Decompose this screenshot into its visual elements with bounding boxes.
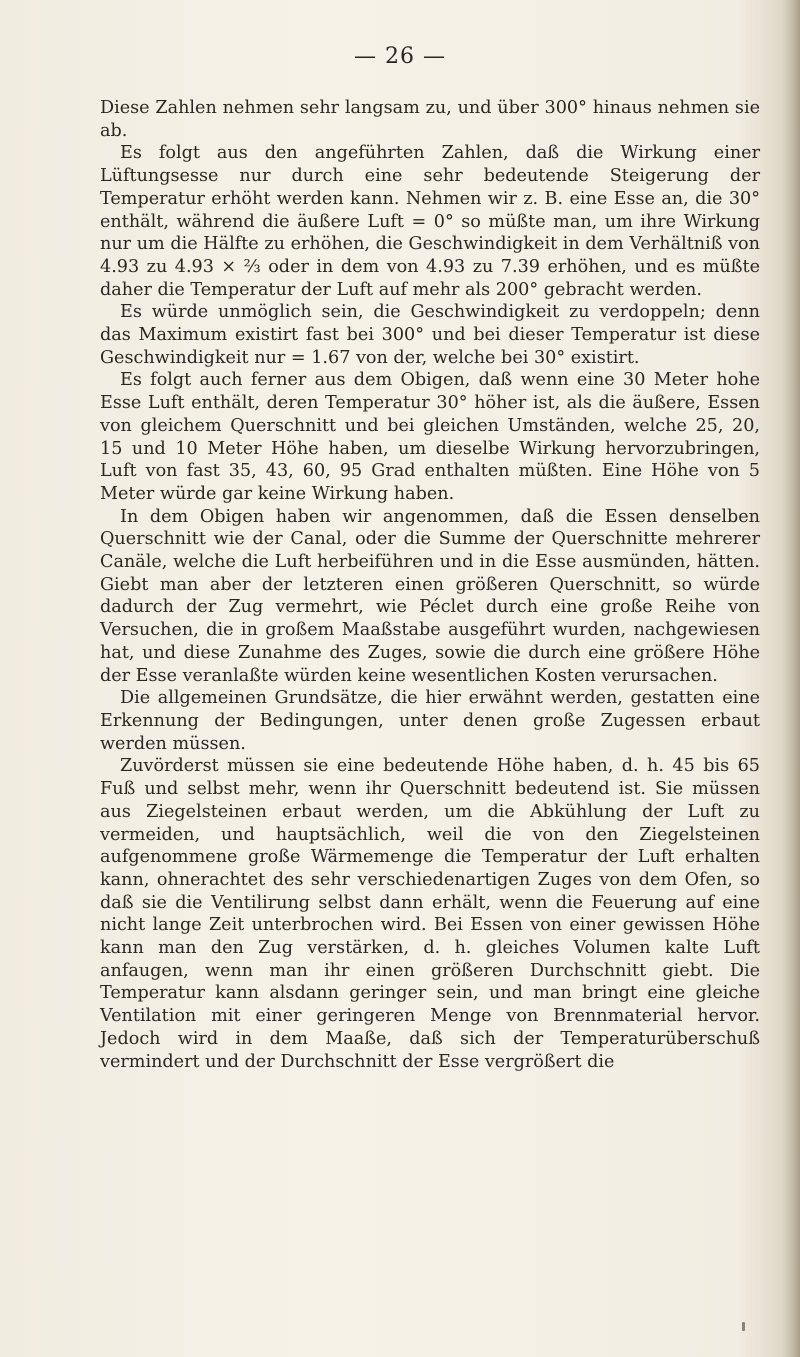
page-edge-shadow [782, 0, 800, 1357]
paragraph-3: Es würde unmöglich sein, die Geschwindigkeit zu verdoppeln; denn das Maximum existirt fast bei 300° und bei dieser Temperatur ist diese Geschwindigkeit nur = 1.67 von der, welche bei 30° existirt. [100, 302, 760, 368]
paragraph-7: Zuvörderst müssen sie eine bedeutende Höhe haben, d. h. 45 bis 65 Fuß und selbst mehr, wenn ihr Querschnitt bedeutend ist. Sie müssen aus Ziegelsteinen erbaut werden, um die Abkühlung der Luft zu vermeiden, und hauptsächlich, weil die von den Ziegelsteinen aufgenommene große Wärmemenge die Temperatur der Luft erhalten kann, ohnerachtet des sehr verschiedenartigen Zuges von dem Ofen, so daß sie die Ventilirung selbst dann erhält, wenn die Feuerung auf eine nicht lange Zeit unterbrochen wird. Bei Essen von einer gewissen Höhe kann man den Zug verstärken, d. h. gleiches Volumen kalte Luft anfaugen, wenn man ihr einen größeren Durchschnitt giebt. Die Temperatur kann alsdann geringer sein, und man bringt eine gleiche Ventilation mit einer geringeren Menge von Brennmaterial hervor. Jedoch wird in dem Maaße, daß sich der Temperaturüberschuß vermindert und der Durchschnitt der Esse vergrößert die [100, 756, 760, 1072]
body-text [100, 97, 760, 1073]
paragraph-1: Diese Zahlen nehmen sehr langsam zu, und über 300° hinaus nehmen sie ab. [100, 98, 760, 141]
paragraph-4: Es folgt auch ferner aus dem Obigen, daß wenn eine 30 Meter hohe Esse Luft enthält, deren Temperatur 30° höher ist, als die äußere, Essen von gleichem Querschnitt und bei gleichen Umständen, welche 25, 20, 15 und 10 Meter Höhe haben, um dieselbe Wirkung hervorzubringen, Luft von fast 35, 43, 60, 95 Grad enthalten müßten. Eine Höhe von 5 Meter würde gar keine Wirkung haben. [100, 370, 760, 504]
ink-mark [742, 1322, 745, 1331]
paragraph-2: Es folgt aus den angeführten Zahlen, daß die Wirkung einer Lüftungsesse nur durch eine sehr bedeutende Steigerung der Temperatur erhöht werden kann. Nehmen wir z. B. eine Esse an, die 30° enthält, während die äußere Luft = 0° so müßte man, um ihre Wirkung nur um die Hälfte zu erhöhen, die Geschwindigkeit in dem Verhältniß von 4.93 zu 4.93 × ⅔ oder in dem von 4.93 zu 7.39 erhöhen, und es müßte daher die Temperatur der Luft auf mehr als 200° gebracht werden. [100, 143, 760, 300]
page-number: — 26 — [354, 44, 446, 69]
paragraph-6: Die allgemeinen Grundsätze, die hier erwähnt werden, gestatten eine Erkennung der Bedingungen, unter denen große Zugessen erbaut werden müssen. [100, 688, 760, 754]
paragraph-5: In dem Obigen haben wir angenommen, daß die Essen denselben Querschnitt wie der Canal, oder die Summe der Querschnitte mehrerer Canäle, welche die Luft herbeiführen und in die Esse ausmünden, hätten. Giebt man aber der letzteren einen größeren Querschnitt, so würde dadurch der Zug vermehrt, wie Péclet durch eine große Reihe von Versuchen, die in großem Maaßstabe ausgeführt wurden, nachgewiesen hat, und diese Zunahme des Zuges, sowie die durch eine größere Höhe der Esse veranlaßte würden keine wesentlichen Kosten verursachen. [100, 506, 760, 686]
